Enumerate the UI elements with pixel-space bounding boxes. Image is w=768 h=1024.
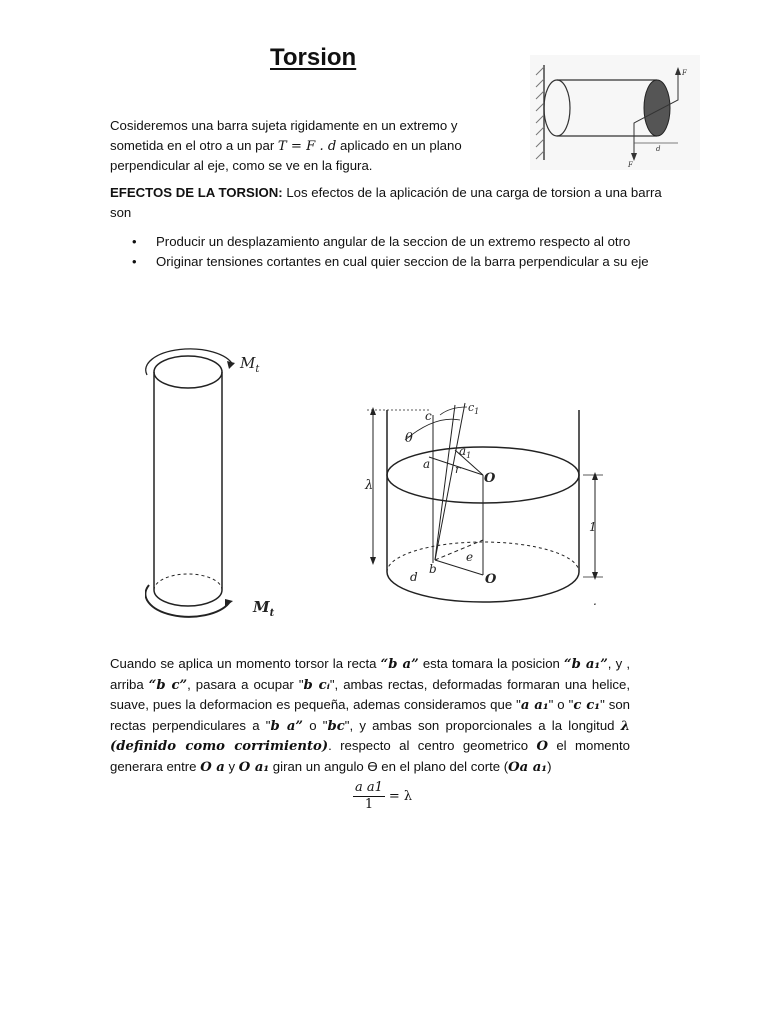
bullet-icon: •: [132, 253, 137, 269]
body-text: ", y ambas son proporcionales a la longitud: [344, 717, 621, 733]
effects-text: Los efectos de la aplicación de una carga de torsion a una barra son: [110, 185, 662, 220]
intro-formula: T = F . d: [277, 138, 337, 154]
label-o-top: O: [484, 471, 496, 486]
equation-rhs: = λ: [388, 789, 413, 804]
equation-denominator: 1: [364, 797, 374, 812]
body-text: giran un angulo ϴ en el plano del corte (: [269, 758, 509, 774]
list-item-text: Originar tensiones cortantes en cual quier seccion de la barra perpendicular a su eje: [156, 253, 649, 269]
body-text: esta tomara la posicion: [418, 656, 564, 671]
math-term: Oa a₁: [508, 759, 548, 775]
list-item: [110, 232, 670, 252]
math-term: a a₁: [520, 698, 549, 714]
body-text: " son rectas perpendiculares a ": [110, 697, 631, 733]
equation: [353, 780, 412, 813]
label-c: c: [425, 409, 432, 423]
body-text: ", ambas rectas, deformadas formaran una helice, suave, pues la deformacion es pequeña, ademas consideramos que ": [110, 676, 630, 713]
label-o-bottom: O: [485, 572, 497, 587]
label-b: b: [429, 562, 437, 576]
torsion-bar-figure: [530, 55, 700, 170]
effects-list: [110, 232, 670, 271]
label-r: r: [455, 463, 461, 476]
label-theta: θ: [405, 431, 413, 446]
bullet-icon: •: [132, 234, 137, 249]
equation-numerator: a a1: [355, 780, 383, 795]
label-one: 1: [589, 520, 597, 534]
math-term: O: [536, 739, 548, 755]
body-text: o ": [303, 717, 328, 733]
effects-paragraph: [110, 183, 670, 222]
label-a: a: [423, 457, 431, 471]
list-item: [110, 252, 670, 272]
fig-label-f-top: F: [682, 69, 687, 77]
label-mt-bottom: $M_t$: [253, 598, 275, 619]
explanation-paragraph: [110, 654, 630, 778]
dot-mark: .: [593, 594, 597, 608]
body-text: . respecto al centro geometrico: [328, 738, 537, 754]
math-term: c c₁: [573, 698, 601, 714]
math-term: b cᵢ: [303, 677, 330, 693]
body-text: " o ": [548, 697, 574, 713]
math-term: “b c”: [148, 677, 188, 693]
page-title: Torsion: [270, 44, 357, 71]
effects-heading: EFECTOS DE LA TORSION:: [110, 185, 283, 200]
label-e: e: [466, 550, 474, 564]
math-term: “b a”: [380, 657, 419, 672]
math-term: O a₁: [238, 759, 270, 775]
label-mt-top: $M_t$: [240, 354, 260, 375]
math-term: bc: [327, 718, 345, 734]
body-text: ): [547, 758, 552, 774]
cylinder-torque-figure: [145, 345, 285, 625]
label-d: d: [410, 570, 418, 584]
math-term: O a: [200, 759, 225, 775]
math-term: “b a₁”: [564, 657, 608, 672]
body-text: el momento generara entre: [110, 738, 630, 774]
label-lambda: λ: [365, 478, 374, 493]
intro-text: Cosideremos una barra sujeta rigidamente en un extremo y sometida en el otro a un par: [110, 118, 458, 153]
list-item-text: Producir un desplazamiento angular de la seccion de un extremo respecto al otro: [156, 234, 631, 249]
body-text: , pasara a ocupar ": [187, 676, 304, 692]
math-term: b a”: [270, 718, 303, 734]
intro-paragraph: [110, 116, 510, 176]
label-a1: $a_1$: [459, 444, 472, 460]
body-text: Cuando se aplica un momento torsor la recta: [110, 656, 381, 671]
intro-text-end: aplicado en un plano perpendicular al eje, como se ve en la figura.: [110, 137, 462, 173]
fig-label-d: d: [656, 145, 661, 153]
torsion-deformation-figure: [355, 395, 615, 620]
fig-label-f-bottom: F: [628, 161, 633, 169]
label-c1: $c_1$: [468, 401, 480, 416]
math-term: λ (definido como corrimiento): [110, 718, 630, 755]
body-text: y: [224, 758, 239, 774]
body-text: , y , arriba: [110, 656, 631, 692]
